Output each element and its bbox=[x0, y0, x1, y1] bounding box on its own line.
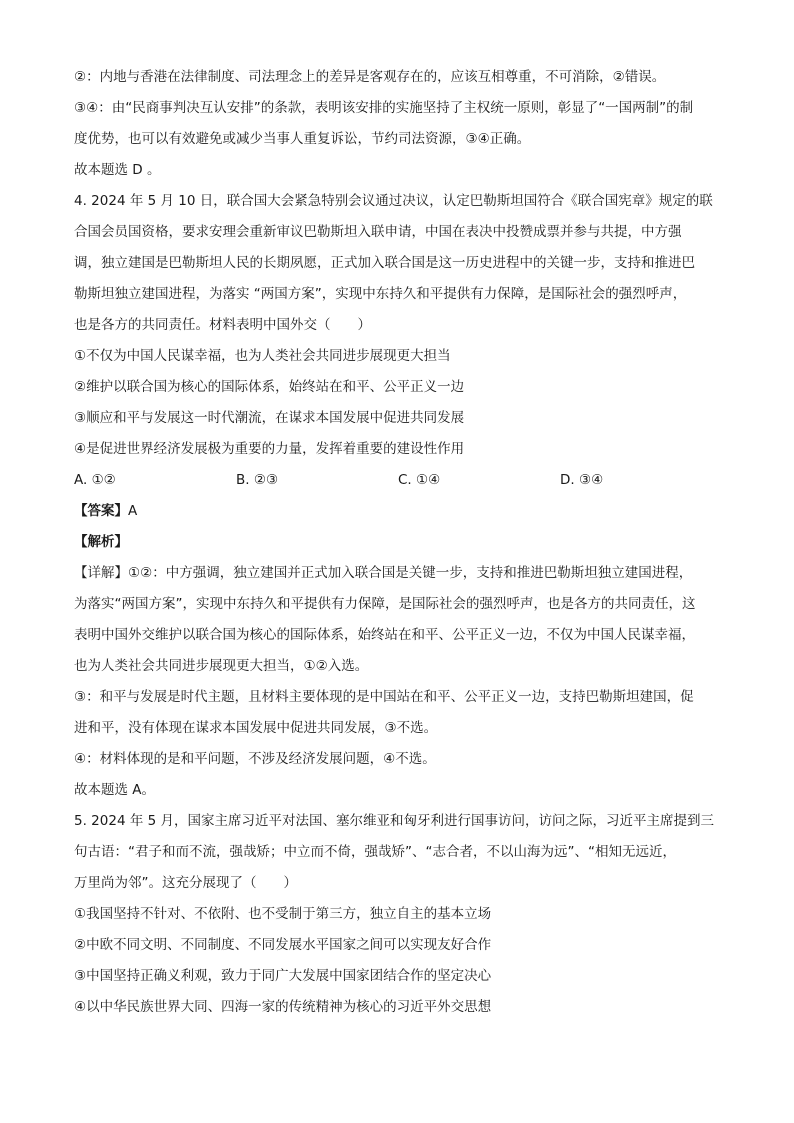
q5-statement-4: ④以中华民族世界大同、四海一家的传统精神为核心的习近平外交思想 bbox=[74, 999, 492, 1015]
q4-stem-line-4: 勒斯坦独立建国进程，为落实 “两国方案”，实现中东持久和平提供有力保障，是国际社会的强烈呼声， bbox=[74, 286, 687, 302]
q4-detail-line-7: ④：材料体现的是和平问题，不涉及经济发展问题，④不选。 bbox=[74, 751, 436, 767]
q4-answer-value: A bbox=[128, 503, 138, 519]
q4-stem-line-2: 合国会员国资格，要求安理会重新审议巴勒斯坦入联申请，中国在表决中投赞成票并参与共提，中方强 bbox=[74, 224, 682, 240]
document-page bbox=[74, 62, 724, 1023]
q4-detail-line-5: ③：和平与发展是时代主题，且材料主要体现的是中国站在和平、公平正义一边，支持巴勒斯坦建国，促 bbox=[74, 689, 694, 705]
q4-statement-4: ④是促进世界经济发展极为重要的力量，发挥着重要的建设性作用 bbox=[74, 441, 465, 457]
q4-stem-line-5: 也是各方的共同责任。材料表明中国外交（ ） bbox=[74, 317, 371, 333]
q4-detail-line-4: 也为人类社会共同进步展现更大担当，①②入选。 bbox=[74, 658, 369, 674]
q4-stem-line-3: 调，独立建国是巴勒斯坦人民的长期夙愿，正式加入联合国是这一历史进程中的关键一步，支持和推进巴 bbox=[74, 255, 695, 271]
prev-analysis-line-1: ②：内地与香港在法律制度、司法理念上的差异是客观存在的，应该互相尊重，不可消除，②错误。 bbox=[74, 69, 666, 85]
q4-analysis-heading bbox=[74, 527, 724, 558]
q4-stem-line-1: 4. 2024 年 5 月 10 日，联合国大会紧急特别会议通过决议，认定巴勒斯坦国符合《联合国宪章》规定的联 bbox=[74, 193, 713, 209]
q4-answer-label: 【答案】 bbox=[74, 503, 128, 519]
q4-option-b: B. ②③ bbox=[236, 472, 279, 488]
q5-statement-1: ①我国坚持不针对、不依附、也不受制于第三方，独立自主的基本立场 bbox=[74, 906, 492, 922]
q4-statement-2: ②维护以联合国为核心的国际体系，始终站在和平、公平正义一边 bbox=[74, 379, 465, 395]
q4-option-d: D. ③④ bbox=[560, 472, 604, 488]
q4-detail-line-2: 为落实“两国方案”，实现中东持久和平提供有力保障，是国际社会的强烈呼声，也是各方的共同责任，这 bbox=[74, 596, 696, 612]
prev-conclusion: 故本题选 D 。 bbox=[74, 162, 161, 178]
q4-detail-line-1: 【详解】①②：中方强调，独立建国并正式加入联合国是关键一步，支持和推进巴勒斯坦独立建国进程， bbox=[74, 565, 693, 581]
q4-statement-1: ①不仅为中国人民谋幸福，也为人类社会共同进步展现更大担当 bbox=[74, 348, 451, 364]
q5-statement-2: ②中欧不同文明、不同制度、不同发展水平国家之间可以实现友好合作 bbox=[74, 937, 492, 953]
q4-analysis-label: 【解析】 bbox=[74, 534, 128, 550]
q4-statement-3: ③顺应和平与发展这一时代潮流，在谋求本国发展中促进共同发展 bbox=[74, 410, 465, 426]
q5-stem-line-3: 万里尚为邻”。这充分展现了（ ） bbox=[74, 875, 297, 891]
q4-conclusion: 故本题选 A。 bbox=[74, 782, 156, 798]
q4-detail-line-3: 表明中国外交维护以联合国为核心的国际体系，始终站在和平、公平正义一边，不仅为中国人民谋幸福， bbox=[74, 627, 695, 643]
q4-options bbox=[74, 465, 724, 496]
prev-analysis-line-2: ③④：由“民商事判决互认安排”的条款，表明该安排的实施坚持了主权统一原则，彰显了“一国两制”的制 bbox=[74, 100, 694, 116]
q4-detail-line-6: 进和平，没有体现在谋求本国发展中促进共同发展，③不选。 bbox=[74, 720, 438, 736]
q5-stem-line-2: 句古语：“君子和而不流，强哉矫；中立而不倚，强哉矫”、“志合者，不以山海为远”、“相知无远近， bbox=[74, 844, 676, 860]
q4-answer bbox=[74, 496, 724, 527]
q5-statement-3: ③中国坚持正确义利观，致力于同广大发展中国家团结合作的坚定决心 bbox=[74, 968, 492, 984]
q4-option-a: A. ①② bbox=[74, 472, 116, 488]
q5-stem-line-1: 5. 2024 年 5 月，国家主席习近平对法国、塞尔维亚和匈牙利进行国事访问，访问之际，习近平主席提到三 bbox=[74, 813, 714, 829]
prev-analysis-line-3: 度优势，也可以有效避免或减少当事人重复诉讼，节约司法资源，③④正确。 bbox=[74, 131, 531, 147]
q4-option-c: C. ①④ bbox=[398, 472, 441, 488]
